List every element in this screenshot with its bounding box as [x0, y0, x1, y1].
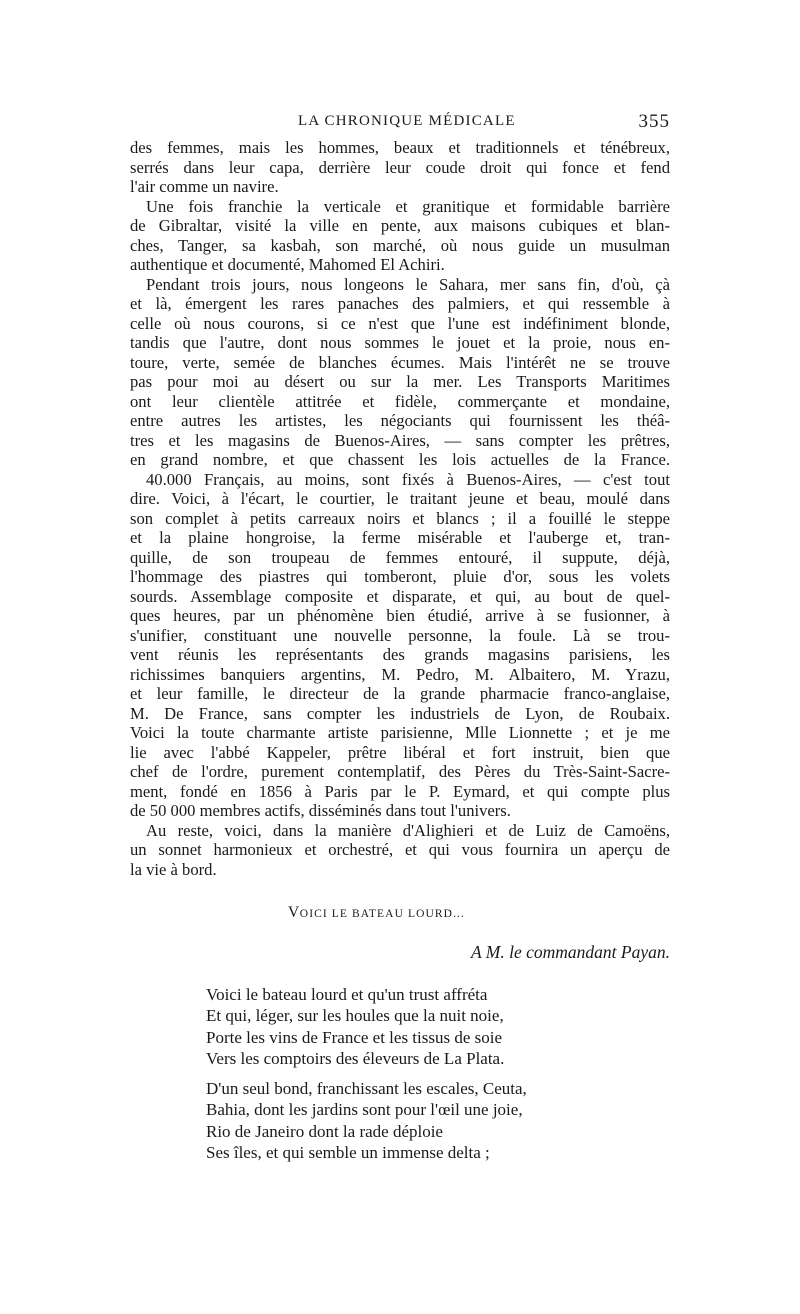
text-line: toure, verte, semée de blanches écumes. Mais l'intérêt ne se trouve [130, 352, 670, 372]
text-line: ment, fondé en 1856 à Paris par le P. Eymard, et qui compte plus [130, 781, 670, 801]
text-line: entre autres les artistes, les négociants qui fournissent les théâ- [130, 411, 670, 430]
verse-line: Porte les vins de France et les tissus de soie [206, 1027, 503, 1047]
text-line: s'unifier, constituant une nouvelle personne, la foule. Là se trou- [130, 625, 670, 645]
text-line: un sonnet harmonieux et orchestré, et qui vous fournira un aperçu de [130, 840, 670, 859]
poem-dedication: A M. le commandant Payan. [471, 942, 670, 962]
text-line: et leur famille, le directeur de la grande pharmacie franco-anglaise, [130, 684, 670, 703]
text-line: l'hommage des piastres qui tomberont, pluie d'or, sous les volets [130, 567, 670, 586]
poem-title-rest: OICI LE BATEAU LOURD... [299, 908, 466, 920]
text-line: authentique et documenté, Mahomed El Achiri. [130, 255, 445, 274]
text-line: chef de l'ordre, purement contemplatif, des Pères du Très-Saint-Sacre- [130, 762, 670, 781]
text-line: et là, émergent les rares panaches des palmiers, et qui ressemble à [130, 294, 670, 313]
running-title: LA CHRONIQUE MÉDICALE [298, 113, 516, 129]
text-line: tandis que l'autre, dont nous sommes le jouet et la proie, nous en- [130, 333, 670, 352]
text-line: ches, Tanger, sa kasbah, son marché, où nous guide un musulman [130, 235, 670, 255]
text-line: Une fois franchie la verticale et granitique et formidable barrière [146, 196, 670, 216]
verse-line: Ses îles, et qui semble un immense delta ; [206, 1142, 490, 1162]
prose-body [130, 138, 670, 879]
text-line: Voici la toute charmante artiste parisienne, Mlle Lionnette ; et je me [130, 723, 670, 742]
text-line: M. De France, sans compter les industriels de Lyon, de Roubaix. [130, 703, 670, 723]
text-line: de Gibraltar, visité la ville en pente, aux maisons cubiques et blan- [130, 216, 670, 235]
poem-title [288, 904, 465, 922]
poem-title-initial: V [288, 904, 300, 921]
text-line: celle où nous courons, si ce n'est que l'une est indéfiniment blonde, [130, 313, 670, 333]
text-line: l'air comme un navire. [130, 177, 279, 196]
text-line: et la plaine hongroise, la ferme misérable et l'auberge et, tran- [130, 528, 670, 547]
text-line: Au reste, voici, dans la manière d'Alighieri et de Luiz de Camoëns, [146, 820, 670, 840]
text-line: dire. Voici, à l'écart, le courtier, le traitant jeune et beau, moulé dans [130, 489, 670, 508]
text-line: tres et les magasins de Buenos-Aires, — sans compter les prêtres, [130, 430, 670, 450]
verse-line: D'un seul bond, franchissant les escales, Ceuta, [206, 1079, 527, 1098]
page-number: 355 [638, 111, 670, 132]
text-line: en grand nombre, et que chassent les lois actuelles de la France. [130, 450, 670, 469]
text-line: son complet à petits carreaux noirs et blancs ; il a fouillé le steppe [130, 508, 670, 528]
poem-stanza-1 [206, 984, 586, 1069]
text-line: sourds. Assemblage composite et disparate, et qui, au bout de quel- [130, 586, 670, 606]
verse-line: Rio de Janeiro dont la rade déploie [206, 1121, 443, 1141]
text-line: serrés dans leur capa, derrière leur coude droit qui fonce et fend [130, 157, 670, 177]
page-header [130, 113, 670, 137]
poem-stanza-2 [206, 1078, 586, 1163]
text-line: pas pour moi au désert ou sur la mer. Les Transports Maritimes [130, 372, 670, 391]
text-line: lie avec l'abbé Kappeler, prêtre libéral et fort instruit, bien que [130, 742, 670, 762]
text-line: de 50 000 membres actifs, disséminés dans tout l'univers. [130, 801, 511, 820]
verse-line: Voici le bateau lourd et qu'un trust affréta [206, 985, 488, 1004]
verse-line: Bahia, dont les jardins sont pour l'œil une joie, [206, 1100, 523, 1120]
verse-line: Vers les comptoirs des éleveurs de La Plata. [206, 1048, 505, 1068]
text-line: Pendant trois jours, nous longeons le Sahara, mer sans fin, d'où, çà [146, 274, 670, 294]
text-line: ont leur clientèle attitrée et fidèle, commerçante et mondaine, [130, 391, 670, 411]
text-line: quille, de son troupeau de femmes entouré, il suppute, déjà, [130, 547, 670, 567]
text-line: 40.000 Français, au moins, sont fixés à Buenos-Aires, — c'est tout [146, 469, 670, 489]
text-line: richissimes banquiers argentins, M. Pedro, M. Albaitero, M. Yrazu, [130, 664, 670, 684]
text-line: des femmes, mais les hommes, beaux et traditionnels et ténébreux, [130, 138, 670, 157]
verse-line: Et qui, léger, sur les houles que la nuit noie, [206, 1006, 504, 1026]
text-line: vent réunis les représentants des grands magasins parisiens, les [130, 645, 670, 664]
text-line: ques heures, par un phénomène bien étudié, arrive à se fusionner, à [130, 606, 670, 625]
text-line: la vie à bord. [130, 859, 217, 879]
